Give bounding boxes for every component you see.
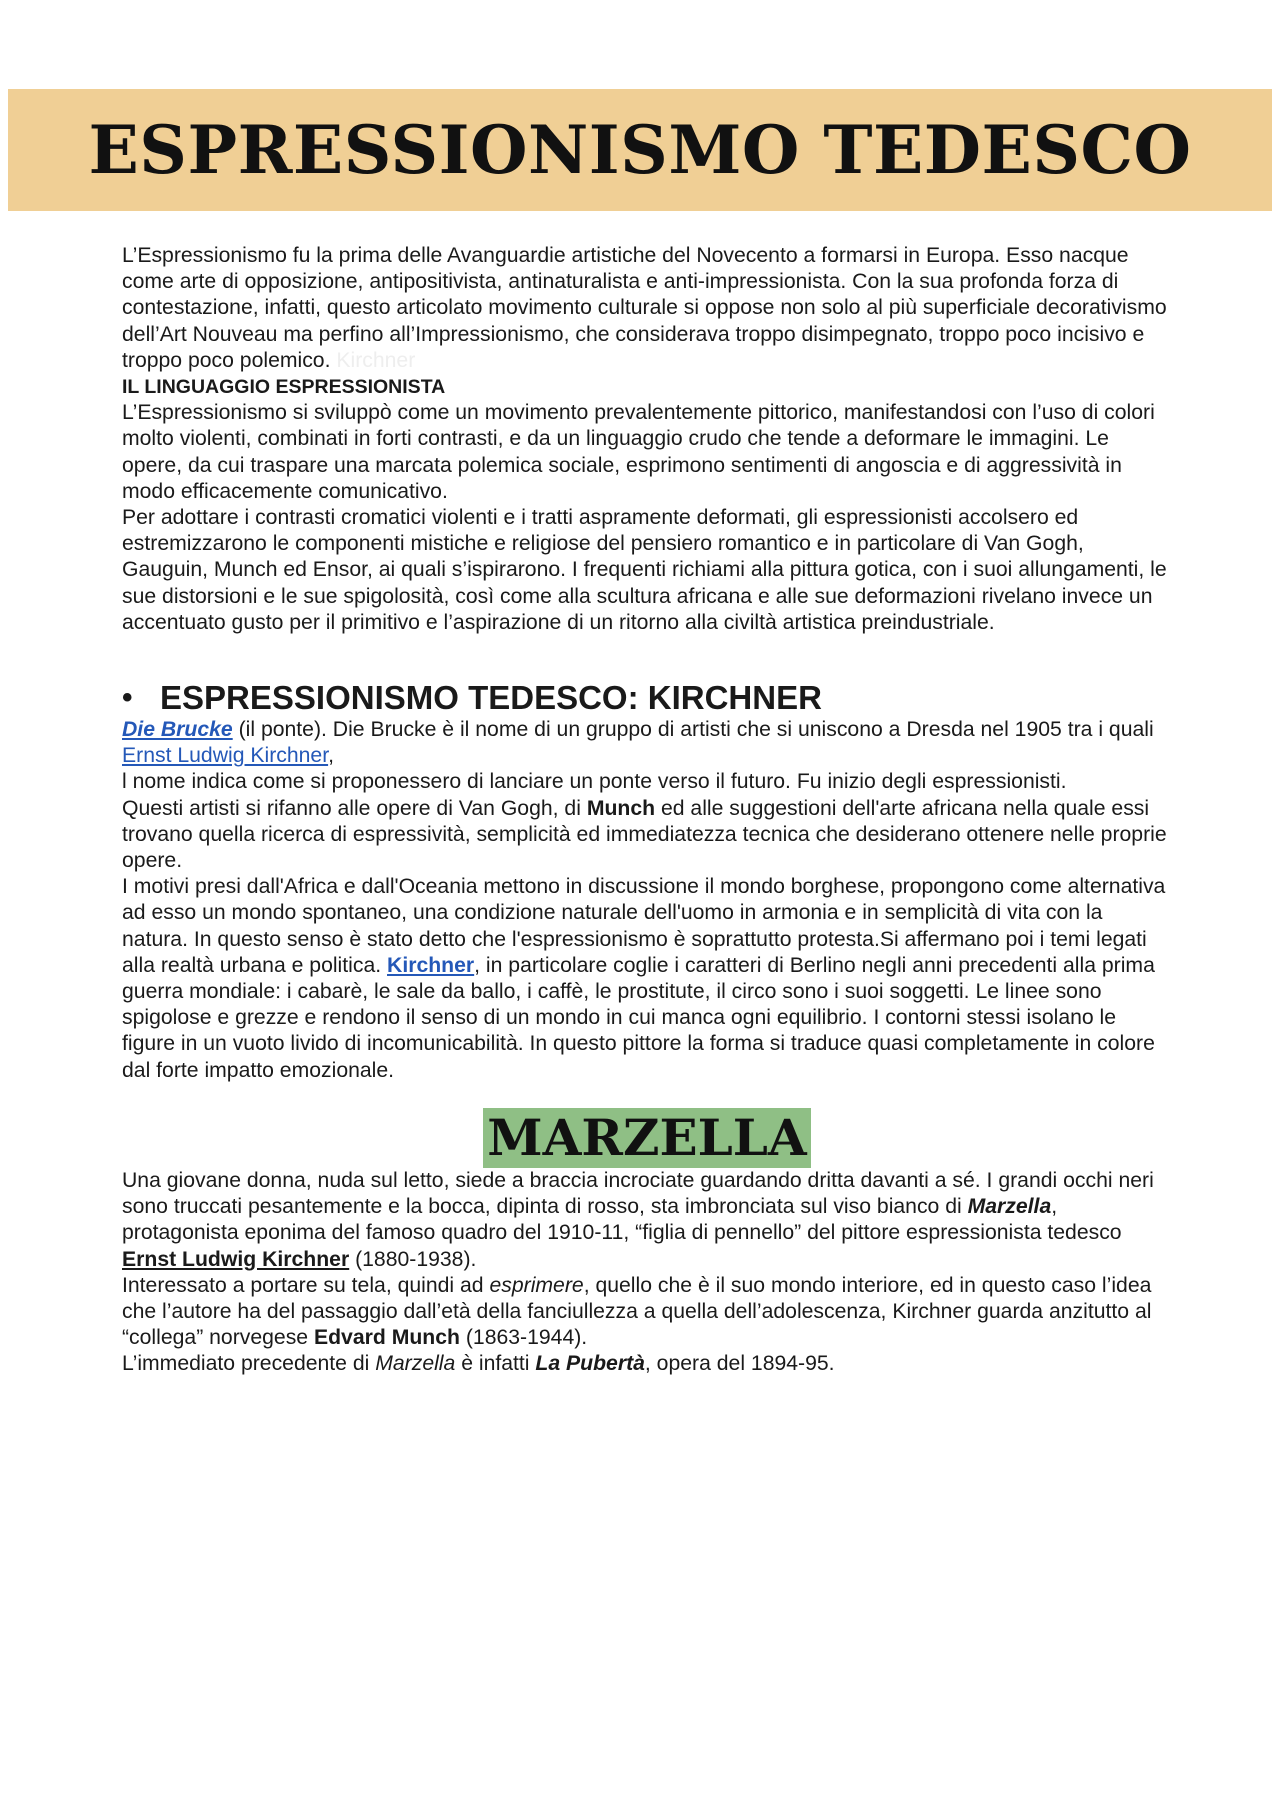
m1-text-b: , protagonista eponima del famoso quadro del 1910-11, “figlia di pennello” del pittore espressionista tedesco <box>122 1195 1122 1245</box>
marzella-paragraph-1 <box>122 1168 1172 1273</box>
p3-text-a: Questi artisti si rifanno alle opere di Van Gogh, di <box>122 796 587 820</box>
marzella-italic: Marzella <box>375 1352 456 1376</box>
marzella-heading: MARZELLA <box>483 1108 810 1168</box>
page-title: ESPRESSIONISMO TEDESCO <box>88 111 1192 189</box>
m2-text-c: (1863-1944). <box>459 1326 588 1350</box>
kirchner-paragraph-2: l nome indica come si proponessero di lanciare un ponte verso il futuro. Fu inizio degli espressionisti. <box>122 770 1067 794</box>
marzella-paragraph-3 <box>122 1351 1172 1377</box>
linguaggio-paragraph-2: Per adottare i contrasti cromatici violenti e i tratti aspramente deformati, gli espressionisti accolsero ed estremizzarono le componenti mistiche e religiose del pensiero romantico e in particolare di Van Gogh, Gauguin, Munch ed Ensor, ai quali s’ispirarono. I frequenti richiami alla pittura gotica, con i suoi allungamenti, le sue distorsioni e le sue spigolosità, così come alla scultura africana e alle sue deformazioni rivelano invece un accentuato gusto per il primitivo e l’aspirazione di un ritorno alla civiltà artistica preindustriale. <box>122 506 1167 634</box>
kirchner-paragraph-4 <box>122 874 1172 1084</box>
m3-text-b: è infatti <box>455 1352 536 1376</box>
m1-text-a: Una giovane donna, nuda sul letto, siede a braccia incrociate guardando dritta davanti a sé. I grandi occhi neri sono truccati pesantemente e la bocca, dipinta di rosso, sta imbronciata sul viso bianco di <box>122 1168 1154 1219</box>
kirchner-link[interactable]: Kirchner <box>387 953 475 977</box>
linguaggio-paragraph-1: L’Espressionismo si sviluppò come un movimento prevalentemente pittorico, manifestandosi con l’uso di colori molto violenti, combinati in forti contrasti, e da un linguaggio crudo che tende a deformare le immagini. Le opere, da cui traspare una marcata polemica sociale, esprimono sentimenti di angoscia e di aggressività in modo efficacemente comunicativo. <box>122 401 1155 503</box>
artist-name: Ernst Ludwig Kirchner <box>122 1247 350 1271</box>
linguaggio-heading: IL LINGUAGGIO ESPRESSIONISTA <box>122 376 446 399</box>
intro-paragraph <box>122 243 1172 374</box>
p4-text-b: , in particolare coglie i caratteri di Berlino negli anni precedenti alla prima guerra mondiale: i cabarè, le sale da ballo, i caffè, le prostitute, il circo sono i suoi soggetti. Le linee sono spigolose e grezze e rendono il senso di un mondo in cui manca ogni equilibrio. I contorni stessi isolano le figure in un vuoto livido di incomunicabilità. In questo pittore la forma si traduce quasi completamente in colore dal forte impatto emozionale. <box>122 953 1155 1082</box>
comma: , <box>328 744 334 768</box>
la-puberta-title: La Pubertà <box>535 1352 645 1376</box>
marzella-paragraph-2 <box>122 1273 1172 1352</box>
document-body <box>122 243 1172 1378</box>
faint-watermark-word: Kirchner <box>336 348 416 372</box>
kirchner-paragraph-3 <box>122 796 1172 875</box>
marzella-heading-wrap <box>122 1108 1172 1168</box>
p3-text-b: ed alle suggestioni dell'arte africana nella quale essi trovano quella ricerca di espressività, semplicità ed immediatezza tecnica che desiderano ottenere nelle proprie opere. <box>122 796 1167 873</box>
die-brucke-link[interactable]: Die Brucke <box>122 718 233 742</box>
brucke-text: (il ponte). Die Brucke è il nome di un gruppo di artisti che si uniscono a Dresda nel 1905 tra i quali <box>232 718 1154 742</box>
bullet-icon: • <box>122 681 133 715</box>
m3-text-a: L’immediato precedente di <box>122 1352 376 1376</box>
kirchner-section-title: ESPRESSIONISMO TEDESCO: KIRCHNER <box>160 679 822 717</box>
m2-text-a: Interessato a portare su tela, quindi ad <box>122 1273 490 1297</box>
brucke-paragraph <box>122 717 1172 769</box>
m2-text-b: , quello che è il suo mondo interiore, ed in questo caso l’idea che l’autore ha del passaggio dall’età della fanciullezza a quella dell’adolescenza, Kirchner guarda anzitutto al “collega” norvegese <box>122 1273 1152 1350</box>
ernst-ludwig-kirchner-link[interactable]: Ernst Ludwig Kirchner <box>122 744 329 768</box>
title-banner <box>8 89 1272 211</box>
esprimere-italic: esprimere <box>489 1273 584 1297</box>
marzella-name: Marzella <box>967 1195 1052 1219</box>
m1-text-c: (1880-1938). <box>349 1247 477 1271</box>
munch-bold: Munch <box>586 796 656 820</box>
p4-text-a: I motivi presi dall'Africa e dall'Oceania mettono in discussione il mondo borghese, propongono come alternativa ad esso un mondo spontaneo, una condizione naturale dell'uomo in armonia e in semplicità di vita con la natura. In questo senso è stato detto che l'espressionismo è soprattutto protesta.Si affermano poi i temi legati alla realtà urbana e politica. <box>122 875 1166 977</box>
edvard-munch-bold: Edvard Munch <box>313 1326 460 1350</box>
intro-text: L’Espressionismo fu la prima delle Avanguardie artistiche del Novecento a formarsi in Europa. Esso nacque come arte di opposizione, antipositivista, antinaturalista e anti-impressionista. Con la sua profonda forza di contestazione, infatti, questo articolato movimento culturale si oppose non solo al più superficiale decorativismo dell’Art Nouveau ma perfino all’Impressionismo, che considerava troppo disimpegnato, troppo poco incisivo e troppo poco polemico. <box>122 244 1167 372</box>
kirchner-section-heading <box>122 679 1172 717</box>
m3-text-c: , opera del 1894-95. <box>644 1352 835 1376</box>
